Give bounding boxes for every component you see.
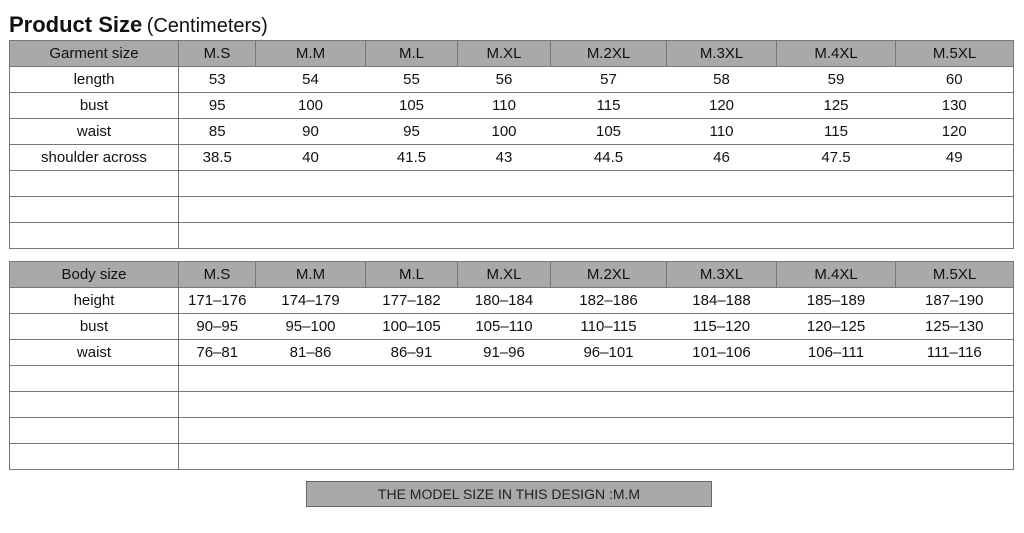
page-title	[9, 10, 268, 40]
empty-row	[10, 366, 1014, 392]
table-cell: 46	[667, 145, 777, 171]
table-cell: 125–130	[896, 314, 1014, 340]
empty-row	[10, 392, 1014, 418]
body-header-size: M.4XL	[777, 262, 896, 288]
table-cell: 58	[667, 67, 777, 93]
model-size-note: THE MODEL SIZE IN THIS DESIGN :M.M	[306, 481, 712, 507]
row-label: bust	[10, 314, 179, 340]
table-cell: 95–100	[256, 314, 366, 340]
table-cell: 105	[551, 119, 667, 145]
table-cell: 56	[458, 67, 551, 93]
table-cell: 90	[256, 119, 366, 145]
table-cell: 47.5	[777, 145, 896, 171]
table-cell: 76–81	[179, 340, 256, 366]
body-header-size: M.5XL	[896, 262, 1014, 288]
row-label: length	[10, 67, 179, 93]
table-cell: 96–101	[551, 340, 667, 366]
row-label: waist	[10, 340, 179, 366]
body-header-size: M.XL	[458, 262, 551, 288]
table-cell: 60	[896, 67, 1014, 93]
table-cell: 100–105	[366, 314, 458, 340]
garment-header-row	[10, 41, 1014, 67]
table-cell: 95	[179, 93, 256, 119]
garment-header-size: M.3XL	[667, 41, 777, 67]
garment-header-size: M.L	[366, 41, 458, 67]
empty-row	[10, 171, 1014, 197]
body-header-size: M.S	[179, 262, 256, 288]
table-cell: 101–106	[667, 340, 777, 366]
table-cell: 105–110	[458, 314, 551, 340]
empty-row	[10, 197, 1014, 223]
table-cell: 106–111	[777, 340, 896, 366]
empty-cell	[179, 444, 1014, 470]
empty-cell	[179, 223, 1014, 249]
table-cell: 115	[777, 119, 896, 145]
table-cell: 185–189	[777, 288, 896, 314]
table-cell: 115	[551, 93, 667, 119]
table-cell: 91–96	[458, 340, 551, 366]
title-unit: (Centimeters)	[146, 15, 268, 37]
empty-cell	[10, 392, 179, 418]
table-row	[10, 314, 1014, 340]
table-row	[10, 119, 1014, 145]
table-cell: 120	[896, 119, 1014, 145]
table-row	[10, 67, 1014, 93]
table-cell: 100	[458, 119, 551, 145]
body-size-table	[9, 261, 1014, 470]
body-header-label: Body size	[10, 262, 179, 288]
body-header-size: M.2XL	[551, 262, 667, 288]
empty-cell	[179, 197, 1014, 223]
title-main: Product Size	[9, 12, 143, 37]
body-header-size: M.3XL	[667, 262, 777, 288]
garment-header-size: M.M	[256, 41, 366, 67]
table-cell: 110	[667, 119, 777, 145]
table-cell: 40	[256, 145, 366, 171]
table-cell: 110	[458, 93, 551, 119]
table-cell: 90–95	[179, 314, 256, 340]
table-cell: 41.5	[366, 145, 458, 171]
row-label: bust	[10, 93, 179, 119]
table-cell: 110–115	[551, 314, 667, 340]
row-label: height	[10, 288, 179, 314]
table-cell: 125	[777, 93, 896, 119]
table-cell: 49	[896, 145, 1014, 171]
empty-row	[10, 418, 1014, 444]
table-cell: 111–116	[896, 340, 1014, 366]
empty-cell	[179, 418, 1014, 444]
table-cell: 86–91	[366, 340, 458, 366]
row-label: waist	[10, 119, 179, 145]
table-cell: 81–86	[256, 340, 366, 366]
table-cell: 105	[366, 93, 458, 119]
garment-header-label: Garment size	[10, 41, 179, 67]
garment-size-table	[9, 40, 1014, 249]
empty-cell	[10, 197, 179, 223]
empty-cell	[179, 392, 1014, 418]
body-header-row	[10, 262, 1014, 288]
table-cell: 55	[366, 67, 458, 93]
table-cell: 177–182	[366, 288, 458, 314]
table-cell: 85	[179, 119, 256, 145]
table-cell: 180–184	[458, 288, 551, 314]
table-row	[10, 340, 1014, 366]
table-cell: 54	[256, 67, 366, 93]
empty-cell	[10, 418, 179, 444]
table-cell: 182–186	[551, 288, 667, 314]
row-label: shoulder across	[10, 145, 179, 171]
garment-header-size: M.S	[179, 41, 256, 67]
table-row	[10, 288, 1014, 314]
garment-header-size: M.2XL	[551, 41, 667, 67]
table-cell: 100	[256, 93, 366, 119]
table-row	[10, 93, 1014, 119]
table-cell: 38.5	[179, 145, 256, 171]
empty-cell	[10, 366, 179, 392]
table-cell: 95	[366, 119, 458, 145]
table-row	[10, 145, 1014, 171]
empty-row	[10, 223, 1014, 249]
body-header-size: M.M	[256, 262, 366, 288]
table-cell: 174–179	[256, 288, 366, 314]
empty-row	[10, 444, 1014, 470]
table-cell: 187–190	[896, 288, 1014, 314]
table-cell: 57	[551, 67, 667, 93]
empty-cell	[179, 366, 1014, 392]
garment-header-size: M.4XL	[777, 41, 896, 67]
table-cell: 44.5	[551, 145, 667, 171]
table-cell: 115–120	[667, 314, 777, 340]
body-header-size: M.L	[366, 262, 458, 288]
table-cell: 171–176	[179, 288, 256, 314]
table-cell: 120	[667, 93, 777, 119]
table-cell: 184–188	[667, 288, 777, 314]
table-cell: 130	[896, 93, 1014, 119]
empty-cell	[10, 444, 179, 470]
table-cell: 43	[458, 145, 551, 171]
table-cell: 59	[777, 67, 896, 93]
empty-cell	[179, 171, 1014, 197]
empty-cell	[10, 223, 179, 249]
garment-header-size: M.5XL	[896, 41, 1014, 67]
garment-header-size: M.XL	[458, 41, 551, 67]
empty-cell	[10, 171, 179, 197]
table-cell: 120–125	[777, 314, 896, 340]
table-cell: 53	[179, 67, 256, 93]
